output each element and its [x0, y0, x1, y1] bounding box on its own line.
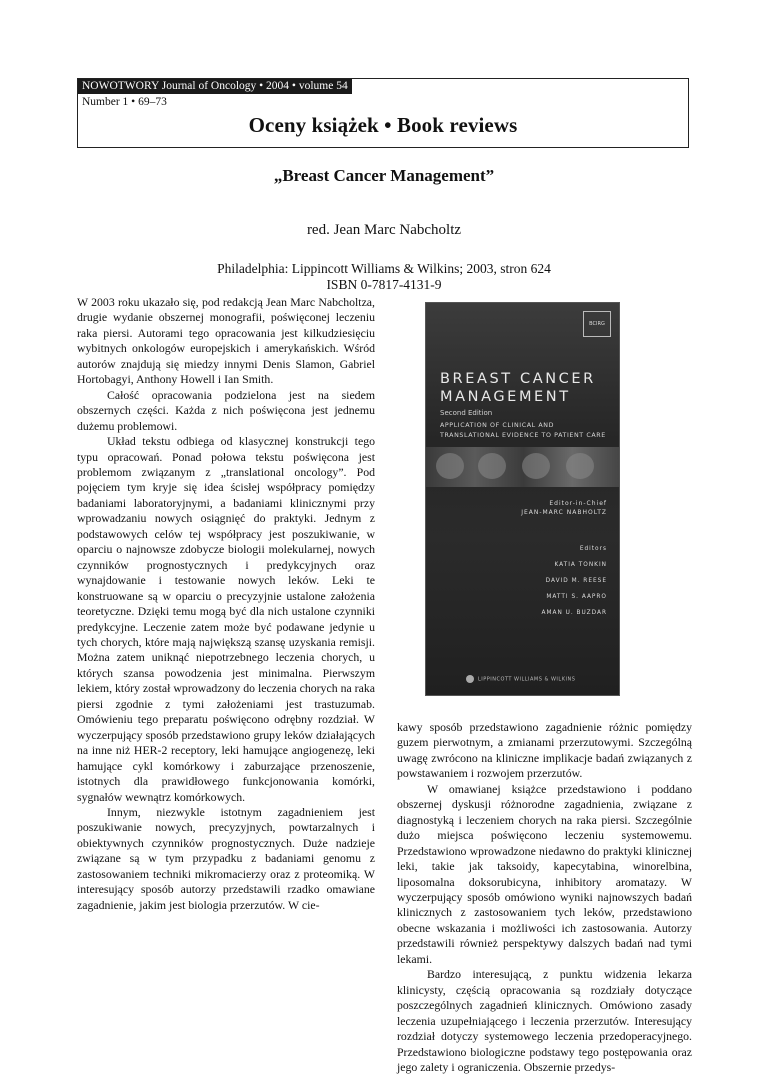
book-cover-image [425, 302, 620, 696]
right-column [397, 720, 692, 1075]
publication-info [0, 261, 768, 293]
publisher-line: Philadelphia: Lippincott Williams & Wilkins; 2003, stron 624 [217, 261, 551, 276]
cover-image-strip [426, 447, 620, 487]
cover-editor: AMAN U. BUZDAR [541, 610, 607, 616]
paragraph: W 2003 roku ukazało się, pod redakcją Jean Marc Nabcholtza, drugie wydanie obszernej monografii, poświęconej leczeniu raka piersi. Autorami tego opracowania jest kilkudziesięciu wybitnych onkologów europejskich i amerykańskich. Wśród autorów znajdują się miedzy innymi Denis Slamon, Gabriel Hortobagyi, Anthony Howell i Ian Smith. [77, 295, 375, 387]
paragraph: kawy sposób przedstawiono zagadnienie różnic pomiędzy guzem pierwotnym, a zmianami przerzutowymi. Szczególną uwagę zwrócono na kliniczne implikacje badań związanych z powstawaniem i rozwojem przerzutów. [397, 720, 692, 781]
journal-header [77, 78, 689, 148]
cover-publisher-mark: LIPPINCOTT WILLIAMS & WILKINS [466, 675, 575, 683]
cover-editors [542, 541, 607, 621]
editor-in-chief-name: JEAN-MARC NABHOLTZ [521, 509, 607, 516]
cover-editor: MATTI S. AAPRO [546, 594, 607, 600]
book-title: „Breast Cancer Management” [273, 166, 495, 185]
isbn-line: ISBN 0-7817-4131-9 [326, 277, 442, 292]
issue-info: Number 1 • 69–73 [82, 96, 167, 108]
paragraph: Innym, niezwykle istotnym zagadnieniem jest poszukiwanie nowych, precyzyjnych, powtarzalnych i obiektywnych czynników prognostycznych. Duże nadzieje związane są w tym przypadku z badaniami genomu z zastosowaniem techniki mikromacierzy oraz z proteomiką. W interesujący sposób autorzy przedstawili rzadko omawiane zagadnienie, jakim jest biologia przerzutów. W cie- [77, 804, 375, 912]
editor-in-chief-label: Editor-in-Chief [549, 500, 607, 507]
book-editor: red. Jean Marc Nabcholtz [306, 222, 462, 238]
bcirg-logo: BCIRG [583, 311, 611, 337]
section-title: Oceny książek • Book reviews [248, 113, 518, 137]
cover-title-line1: BREAST CANCER [440, 371, 596, 387]
left-column [77, 295, 375, 913]
cover-subtitle: APPLICATION OF CLINICAL AND TRANSLATIONAL EVIDENCE TO PATIENT CARE [440, 422, 606, 439]
cover-editor-in-chief [521, 499, 607, 517]
cover-edition: Second Edition [440, 409, 493, 417]
paragraph: W omawianej książce przedstawiono i poddano obszernej dyskusji różnorodne zagadnienia, związane z diagnostyką i leczeniem chorych na raka piersi. Szczególnie dużo miejsca poświęcono leczeniu systemowemu. Przedstawiono wprowadzone niedawno do praktyki klinicznej leki, takie jak taksoidy, kapecytabina, winorelbina, liposomalna doksorubicyna, inhibitory aromatazy. W wyczerpujący sposób omówiono wyniki najnowszych badań klinicznych z zastosowaniem tych leków, przedstawiono obecne wskazania i możliwości ich zastosowania. Autorzy przedstawili również perspektywy dalszych badań nad tymi lekami. [397, 781, 692, 966]
cover-editor: KATIA TONKIN [554, 562, 607, 568]
paragraph: Bardzo interesującą, z punktu widzenia lekarza klinicysty, częścią opracowania są rozdziały dotyczące poszczególnych zagadnień klinicznych. Omówiono zasady leczenia uzupełniającego i leczenia przerzutów. Interesujący rozdział dotyczy systemowego leczenia przedoperacyjnego. Przedstawiono biologiczne podstawy tego postępowania oraz jego zalety i ograniczenia. Obszernie przedys- [397, 967, 692, 1074]
cover-title-line2: MANAGEMENT [440, 389, 571, 405]
journal-name: NOWOTWORY Journal of Oncology • 2004 • volume 54 [78, 79, 352, 94]
editors-label: Editors [579, 546, 607, 552]
paragraph: Całość opracowania podzielona jest na siedem obszernych części. Każda z nich poświęcona jest jednemu dużemu problemowi. [77, 387, 375, 433]
paragraph: Układ tekstu odbiega od klasycznej konstrukcji tego typu opracowań. Ponad połowa tekstu poświęcona jest problemom związanym z „translational oncology”. Pod pojęciem tym kryje się idea ścisłej współpracy pomiędzy badaniami laboratoryjnymi, a badaniami klinicznymi przy wprowadzaniu nowych osiągnięć do praktyki. Jednym z podstawowych celów tej współpracy jest poszukiwanie, w oparciu o najnowsze zdobycze biologii molekularnej, nowych czynników prognostycznych i predykcyjnych oraz wynajdowanie i testowanie nowych leków. Leki te konstruowane są w oparciu o precyzyjnie ustalone założenia teoretyczne. Dzięki temu mogą być dla nich ustalone czynniki predykcyjne. Leczenie zatem może być podawane jedynie u tych chorych, które mają największą szansę uzyskania remisji. Można zatem uniknąć niepotrzebnego leczenia chorych, u których szansa powodzenia jest minimalna. Pierwszym lekiem, który został wprowadzony do leczenia chorych na raka piersi zgodnie z tymi założeniami jest trastuzumab. Omówieniu tego preparatu poświęcono odrębny rozdział. W wyczerpujący sposób przedstawiono grupy leków działających na inne niż HER-2 receptory, leki hamujące angiogenezę, leki hamujące cykl komórkowy i zaburzające przenoszenie, istotnych dla prawidłowego funkcjonowania komórki, sygnałów wewnątrz komórkowych. [77, 434, 375, 804]
cover-editor: DAVID M. REESE [545, 578, 607, 584]
